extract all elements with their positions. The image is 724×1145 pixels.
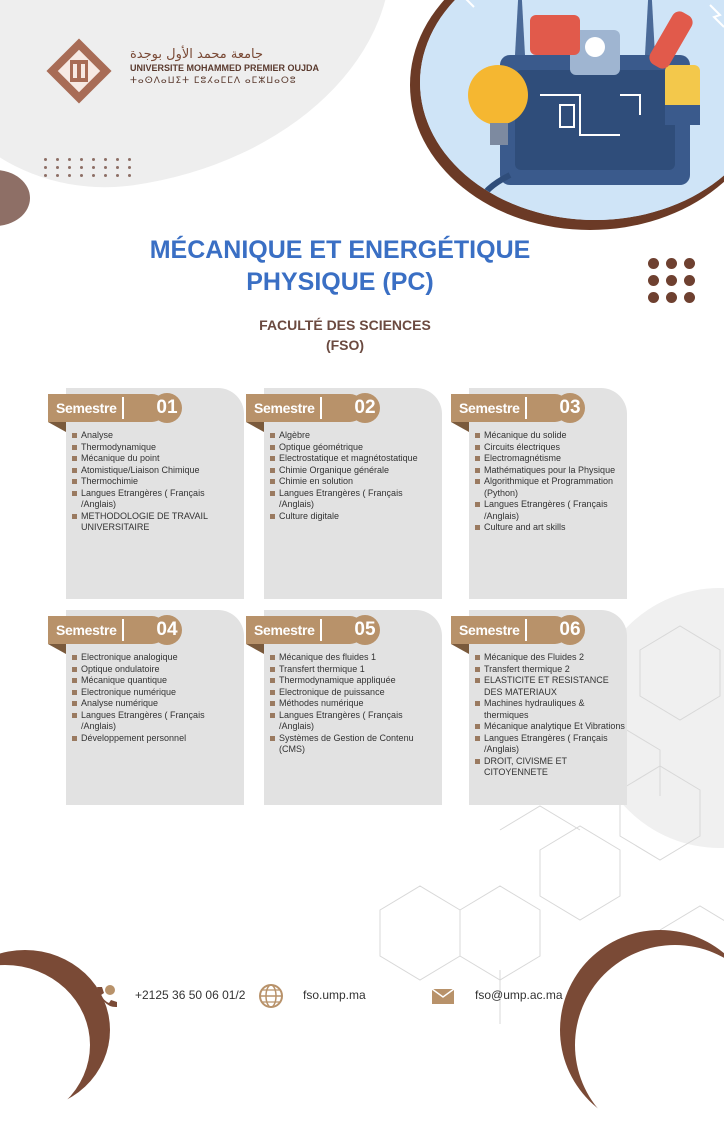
semester-tag <box>246 616 376 644</box>
course-item: Electronique numérique <box>72 687 238 699</box>
course-item: Mécanique des fluides 1 <box>270 652 436 664</box>
course-item: Thermodynamique <box>72 442 238 454</box>
program-title <box>0 234 680 298</box>
semester-number: 03 <box>555 393 585 423</box>
course-item: Mécanique du point <box>72 453 238 465</box>
semester-label: Semestre <box>254 622 315 638</box>
course-item: Chimie Organique générale <box>270 465 436 477</box>
course-item: Mécanique du solide <box>475 430 627 442</box>
phone-number[interactable]: +2125 36 50 06 01/2 <box>135 988 246 1002</box>
course-item: Systèmes de Gestion de Contenu (CMS) <box>270 733 436 756</box>
course-item: Chimie en solution <box>270 476 436 488</box>
course-item: Thermochimie <box>72 476 238 488</box>
course-list <box>475 430 627 534</box>
semester-label: Semestre <box>56 622 117 638</box>
course-item: Optique ondulatoire <box>72 664 238 676</box>
course-list <box>475 652 627 779</box>
course-item: Langues Etrangères ( Français /Anglais) <box>72 488 238 511</box>
course-list <box>270 430 436 522</box>
course-item: Thermodynamique appliquée <box>270 675 436 687</box>
semester-tag <box>451 616 581 644</box>
university-name-tifinagh: ⵜⴰⵙⴷⴰⵡⵉⵜ ⵎⵓⵃⴰⵎⵎⴷ ⴰⵎⵣⵡⴰⵔⵓ <box>130 76 297 86</box>
globe-icon <box>258 983 284 1009</box>
course-item: Electrostatique et magnétostatique <box>270 453 436 465</box>
faculty-line-2: (FSO) <box>325 337 365 353</box>
course-item: Langues Etrangères ( Français /Anglais) <box>72 710 238 733</box>
course-list <box>72 430 238 534</box>
course-item: Mathématiques pour la Physique <box>475 465 627 477</box>
university-name-arabic: جامعة محمد الأول بوجدة <box>130 47 264 62</box>
course-item: Electromagnétisme <box>475 453 627 465</box>
semester-number: 01 <box>152 393 182 423</box>
course-item: Algorithmique et Programmation (Python) <box>475 476 627 499</box>
course-item: Langues Etrangères ( Français /Anglais) <box>475 733 627 756</box>
semester-card-06 <box>459 610 627 805</box>
semester-tag <box>48 616 178 644</box>
course-item: Mécanique analytique Et Vibrations <box>475 721 627 733</box>
semester-number: 06 <box>555 615 585 645</box>
course-list <box>72 652 238 744</box>
course-item: METHODOLOGIE DE TRAVAIL UNIVERSITAIRE <box>72 511 238 534</box>
course-item: Développement personnel <box>72 733 238 745</box>
semester-card-01 <box>56 388 244 599</box>
course-item: Mécanique quantique <box>72 675 238 687</box>
university-logo-icon <box>42 34 116 108</box>
semester-number: 02 <box>350 393 380 423</box>
phone-icon <box>92 983 118 1009</box>
course-item: Transfert thermique 1 <box>270 664 436 676</box>
semester-label: Semestre <box>56 400 117 416</box>
semester-tag <box>48 394 178 422</box>
semester-tag <box>451 394 581 422</box>
course-item: Atomistique/Liaison Chimique <box>72 465 238 477</box>
mail-icon <box>430 983 456 1009</box>
course-item: Analyse numérique <box>72 698 238 710</box>
website-link[interactable]: fso.ump.ma <box>303 988 366 1002</box>
semester-card-04 <box>56 610 244 805</box>
faculty-name <box>0 315 690 355</box>
semester-card-02 <box>254 388 442 599</box>
semester-label: Semestre <box>254 400 315 416</box>
semester-card-03 <box>459 388 627 599</box>
course-item: Algèbre <box>270 430 436 442</box>
title-line-1: MÉCANIQUE ET ENERGÉTIQUE <box>149 236 531 264</box>
course-item: Mécanique des Fluides 2 <box>475 652 627 664</box>
course-item: DROIT, CIVISME ET CITOYENNETE <box>475 756 627 779</box>
semester-label: Semestre <box>459 622 520 638</box>
course-item: Méthodes numérique <box>270 698 436 710</box>
course-item: Langues Etrangères ( Français /Anglais) <box>475 499 627 522</box>
semester-number: 04 <box>152 615 182 645</box>
course-item: Machines hydrauliques & thermiques <box>475 698 627 721</box>
dots-pattern <box>44 158 138 177</box>
faculty-line-1: FACULTÉ DES SCIENCES <box>259 317 431 333</box>
course-item: Electronique de puissance <box>270 687 436 699</box>
course-item: Langues Etrangères ( Français /Anglais) <box>270 710 436 733</box>
course-item: Langues Etrangères ( Français /Anglais) <box>270 488 436 511</box>
course-item: Culture and art skills <box>475 522 627 534</box>
course-item: Analyse <box>72 430 238 442</box>
semester-card-05 <box>254 610 442 805</box>
email-link[interactable]: fso@ump.ac.ma <box>475 988 563 1002</box>
course-item: Optique géométrique <box>270 442 436 454</box>
course-item: Circuits électriques <box>475 442 627 454</box>
course-item: Electronique analogique <box>72 652 238 664</box>
background-blob <box>0 170 30 226</box>
university-name-french: UNIVERSITE MOHAMMED PREMIER OUJDA <box>130 63 320 73</box>
semester-number: 05 <box>350 615 380 645</box>
semester-tag <box>246 394 376 422</box>
semester-label: Semestre <box>459 400 520 416</box>
course-list <box>270 652 436 756</box>
course-item: Transfert thermique 2 <box>475 664 627 676</box>
course-item: Culture digitale <box>270 511 436 523</box>
title-line-2: PHYSIQUE (PC) <box>246 268 434 296</box>
course-item: ELASTICITE ET RESISTANCE DES MATERIAUX <box>475 675 627 698</box>
